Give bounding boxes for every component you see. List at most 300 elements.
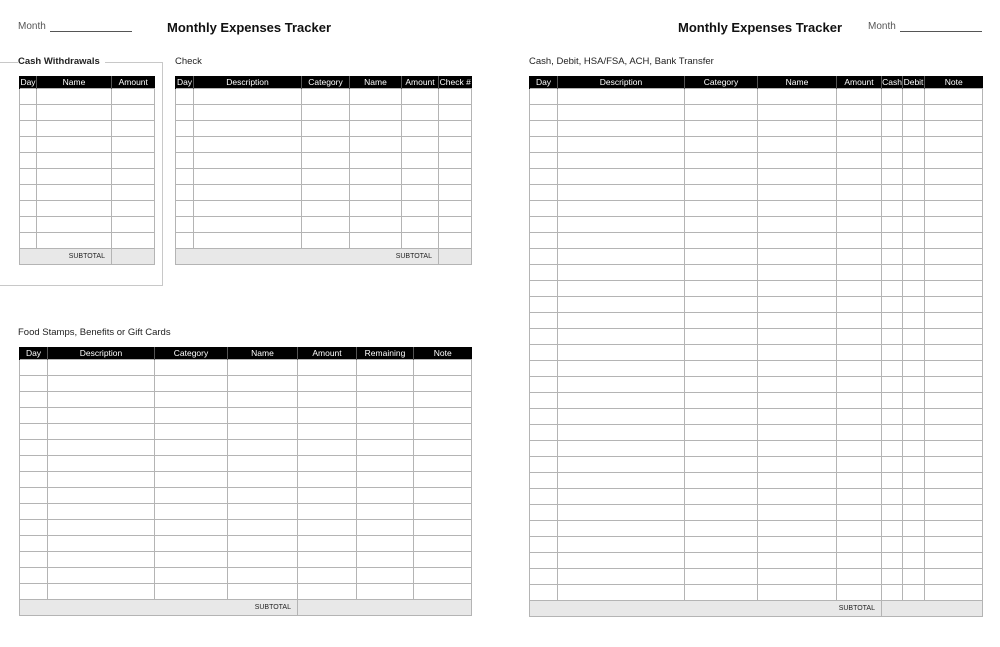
entry-cell[interactable] (298, 376, 357, 392)
entry-cell[interactable] (903, 265, 925, 281)
entry-cell[interactable] (685, 361, 758, 377)
entry-cell[interactable] (903, 361, 925, 377)
entry-cell[interactable] (350, 169, 402, 185)
entry-cell[interactable] (176, 89, 194, 105)
entry-cell[interactable] (837, 233, 882, 249)
entry-cell[interactable] (685, 297, 758, 313)
entry-cell[interactable] (194, 105, 302, 121)
entry-cell[interactable] (20, 121, 37, 137)
entry-cell[interactable] (228, 360, 298, 376)
entry-cell[interactable] (530, 521, 558, 537)
entry-cell[interactable] (925, 329, 983, 345)
entry-cell[interactable] (357, 376, 414, 392)
entry-cell[interactable] (414, 472, 472, 488)
entry-cell[interactable] (925, 489, 983, 505)
entry-cell[interactable] (228, 520, 298, 536)
entry-cell[interactable] (903, 249, 925, 265)
entry-cell[interactable] (837, 185, 882, 201)
entry-cell[interactable] (48, 392, 155, 408)
entry-cell[interactable] (558, 553, 685, 569)
entry-cell[interactable] (837, 473, 882, 489)
entry-cell[interactable] (558, 169, 685, 185)
entry-cell[interactable] (439, 217, 472, 233)
entry-cell[interactable] (414, 392, 472, 408)
entry-cell[interactable] (176, 233, 194, 249)
entry-cell[interactable] (558, 393, 685, 409)
entry-cell[interactable] (758, 473, 837, 489)
entry-cell[interactable] (837, 169, 882, 185)
entry-cell[interactable] (558, 137, 685, 153)
entry-cell[interactable] (837, 505, 882, 521)
entry-cell[interactable] (882, 553, 903, 569)
entry-cell[interactable] (758, 217, 837, 233)
entry-cell[interactable] (37, 217, 112, 233)
entry-cell[interactable] (837, 361, 882, 377)
entry-cell[interactable] (925, 505, 983, 521)
entry-cell[interactable] (837, 441, 882, 457)
entry-cell[interactable] (194, 217, 302, 233)
entry-cell[interactable] (685, 489, 758, 505)
entry-cell[interactable] (558, 121, 685, 137)
entry-cell[interactable] (558, 377, 685, 393)
entry-cell[interactable] (882, 345, 903, 361)
entry-cell[interactable] (176, 185, 194, 201)
entry-cell[interactable] (882, 569, 903, 585)
entry-cell[interactable] (20, 584, 48, 600)
entry-cell[interactable] (298, 504, 357, 520)
entry-cell[interactable] (685, 425, 758, 441)
entry-cell[interactable] (530, 537, 558, 553)
entry-cell[interactable] (350, 137, 402, 153)
entry-cell[interactable] (402, 89, 439, 105)
entry-cell[interactable] (758, 297, 837, 313)
entry-cell[interactable] (558, 265, 685, 281)
entry-cell[interactable] (903, 233, 925, 249)
entry-cell[interactable] (903, 553, 925, 569)
entry-cell[interactable] (882, 521, 903, 537)
entry-cell[interactable] (302, 233, 350, 249)
entry-cell[interactable] (194, 169, 302, 185)
entry-cell[interactable] (414, 568, 472, 584)
entry-cell[interactable] (228, 552, 298, 568)
entry-cell[interactable] (685, 105, 758, 121)
subtotal-value-cell[interactable] (439, 249, 472, 265)
entry-cell[interactable] (903, 281, 925, 297)
entry-cell[interactable] (685, 329, 758, 345)
entry-cell[interactable] (155, 376, 228, 392)
entry-cell[interactable] (298, 568, 357, 584)
entry-cell[interactable] (685, 393, 758, 409)
entry-cell[interactable] (903, 425, 925, 441)
entry-cell[interactable] (685, 185, 758, 201)
entry-cell[interactable] (298, 488, 357, 504)
entry-cell[interactable] (925, 441, 983, 457)
entry-cell[interactable] (903, 297, 925, 313)
entry-cell[interactable] (530, 281, 558, 297)
entry-cell[interactable] (925, 217, 983, 233)
entry-cell[interactable] (530, 409, 558, 425)
entry-cell[interactable] (402, 201, 439, 217)
entry-cell[interactable] (414, 504, 472, 520)
entry-cell[interactable] (414, 376, 472, 392)
entry-cell[interactable] (176, 169, 194, 185)
entry-cell[interactable] (176, 137, 194, 153)
entry-cell[interactable] (20, 233, 37, 249)
entry-cell[interactable] (402, 185, 439, 201)
entry-cell[interactable] (155, 440, 228, 456)
entry-cell[interactable] (350, 153, 402, 169)
entry-cell[interactable] (558, 537, 685, 553)
entry-cell[interactable] (357, 488, 414, 504)
entry-cell[interactable] (837, 585, 882, 601)
entry-cell[interactable] (112, 169, 155, 185)
entry-cell[interactable] (685, 553, 758, 569)
entry-cell[interactable] (837, 377, 882, 393)
entry-cell[interactable] (882, 489, 903, 505)
entry-cell[interactable] (903, 505, 925, 521)
entry-cell[interactable] (37, 153, 112, 169)
entry-cell[interactable] (758, 537, 837, 553)
entry-cell[interactable] (837, 553, 882, 569)
entry-cell[interactable] (837, 425, 882, 441)
entry-cell[interactable] (530, 121, 558, 137)
entry-cell[interactable] (882, 505, 903, 521)
entry-cell[interactable] (298, 440, 357, 456)
entry-cell[interactable] (414, 552, 472, 568)
entry-cell[interactable] (357, 360, 414, 376)
entry-cell[interactable] (228, 408, 298, 424)
entry-cell[interactable] (758, 569, 837, 585)
entry-cell[interactable] (882, 393, 903, 409)
entry-cell[interactable] (758, 201, 837, 217)
entry-cell[interactable] (882, 313, 903, 329)
entry-cell[interactable] (758, 585, 837, 601)
entry-cell[interactable] (357, 536, 414, 552)
entry-cell[interactable] (558, 153, 685, 169)
entry-cell[interactable] (20, 185, 37, 201)
right-month-field[interactable] (868, 21, 982, 32)
entry-cell[interactable] (903, 537, 925, 553)
entry-cell[interactable] (882, 105, 903, 121)
entry-cell[interactable] (298, 456, 357, 472)
entry-cell[interactable] (837, 281, 882, 297)
entry-cell[interactable] (837, 121, 882, 137)
entry-cell[interactable] (530, 297, 558, 313)
entry-cell[interactable] (357, 424, 414, 440)
entry-cell[interactable] (298, 392, 357, 408)
entry-cell[interactable] (228, 536, 298, 552)
entry-cell[interactable] (925, 409, 983, 425)
entry-cell[interactable] (925, 105, 983, 121)
entry-cell[interactable] (20, 89, 37, 105)
entry-cell[interactable] (758, 169, 837, 185)
entry-cell[interactable] (903, 185, 925, 201)
entry-cell[interactable] (228, 440, 298, 456)
entry-cell[interactable] (530, 329, 558, 345)
entry-cell[interactable] (685, 313, 758, 329)
entry-cell[interactable] (194, 137, 302, 153)
entry-cell[interactable] (758, 345, 837, 361)
entry-cell[interactable] (357, 408, 414, 424)
entry-cell[interactable] (558, 345, 685, 361)
entry-cell[interactable] (37, 169, 112, 185)
entry-cell[interactable] (155, 488, 228, 504)
entry-cell[interactable] (903, 329, 925, 345)
entry-cell[interactable] (837, 249, 882, 265)
entry-cell[interactable] (20, 472, 48, 488)
entry-cell[interactable] (20, 137, 37, 153)
entry-cell[interactable] (530, 185, 558, 201)
entry-cell[interactable] (758, 137, 837, 153)
entry-cell[interactable] (20, 456, 48, 472)
entry-cell[interactable] (414, 520, 472, 536)
entry-cell[interactable] (302, 105, 350, 121)
entry-cell[interactable] (758, 553, 837, 569)
entry-cell[interactable] (48, 504, 155, 520)
entry-cell[interactable] (837, 409, 882, 425)
entry-cell[interactable] (302, 121, 350, 137)
entry-cell[interactable] (882, 409, 903, 425)
entry-cell[interactable] (925, 249, 983, 265)
entry-cell[interactable] (903, 521, 925, 537)
entry-cell[interactable] (903, 409, 925, 425)
entry-cell[interactable] (20, 520, 48, 536)
entry-cell[interactable] (903, 201, 925, 217)
entry-cell[interactable] (558, 409, 685, 425)
entry-cell[interactable] (925, 345, 983, 361)
entry-cell[interactable] (439, 169, 472, 185)
entry-cell[interactable] (882, 137, 903, 153)
entry-cell[interactable] (685, 585, 758, 601)
entry-cell[interactable] (48, 360, 155, 376)
entry-cell[interactable] (758, 505, 837, 521)
entry-cell[interactable] (155, 392, 228, 408)
entry-cell[interactable] (228, 376, 298, 392)
entry-cell[interactable] (112, 185, 155, 201)
entry-cell[interactable] (685, 249, 758, 265)
entry-cell[interactable] (903, 89, 925, 105)
entry-cell[interactable] (758, 457, 837, 473)
entry-cell[interactable] (903, 313, 925, 329)
entry-cell[interactable] (837, 345, 882, 361)
entry-cell[interactable] (228, 504, 298, 520)
entry-cell[interactable] (882, 185, 903, 201)
entry-cell[interactable] (155, 568, 228, 584)
subtotal-value-cell[interactable] (298, 600, 472, 616)
left-month-line[interactable] (50, 22, 132, 32)
entry-cell[interactable] (903, 169, 925, 185)
entry-cell[interactable] (228, 472, 298, 488)
entry-cell[interactable] (925, 553, 983, 569)
entry-cell[interactable] (298, 408, 357, 424)
entry-cell[interactable] (357, 456, 414, 472)
subtotal-value-cell[interactable] (882, 601, 983, 617)
entry-cell[interactable] (48, 472, 155, 488)
entry-cell[interactable] (903, 441, 925, 457)
entry-cell[interactable] (20, 552, 48, 568)
entry-cell[interactable] (228, 456, 298, 472)
entry-cell[interactable] (882, 585, 903, 601)
entry-cell[interactable] (37, 201, 112, 217)
entry-cell[interactable] (758, 329, 837, 345)
entry-cell[interactable] (903, 489, 925, 505)
entry-cell[interactable] (228, 488, 298, 504)
entry-cell[interactable] (758, 441, 837, 457)
entry-cell[interactable] (685, 169, 758, 185)
entry-cell[interactable] (350, 89, 402, 105)
entry-cell[interactable] (558, 441, 685, 457)
entry-cell[interactable] (20, 488, 48, 504)
entry-cell[interactable] (882, 473, 903, 489)
entry-cell[interactable] (882, 297, 903, 313)
entry-cell[interactable] (685, 441, 758, 457)
entry-cell[interactable] (530, 585, 558, 601)
entry-cell[interactable] (155, 408, 228, 424)
entry-cell[interactable] (685, 537, 758, 553)
entry-cell[interactable] (350, 121, 402, 137)
entry-cell[interactable] (302, 153, 350, 169)
entry-cell[interactable] (414, 456, 472, 472)
entry-cell[interactable] (20, 153, 37, 169)
entry-cell[interactable] (685, 409, 758, 425)
entry-cell[interactable] (298, 536, 357, 552)
entry-cell[interactable] (302, 137, 350, 153)
entry-cell[interactable] (530, 313, 558, 329)
entry-cell[interactable] (837, 217, 882, 233)
entry-cell[interactable] (837, 329, 882, 345)
entry-cell[interactable] (530, 569, 558, 585)
entry-cell[interactable] (558, 569, 685, 585)
entry-cell[interactable] (302, 201, 350, 217)
entry-cell[interactable] (530, 361, 558, 377)
entry-cell[interactable] (530, 345, 558, 361)
entry-cell[interactable] (685, 153, 758, 169)
entry-cell[interactable] (882, 329, 903, 345)
entry-cell[interactable] (558, 105, 685, 121)
entry-cell[interactable] (558, 185, 685, 201)
entry-cell[interactable] (530, 553, 558, 569)
entry-cell[interactable] (758, 153, 837, 169)
entry-cell[interactable] (530, 89, 558, 105)
entry-cell[interactable] (903, 345, 925, 361)
entry-cell[interactable] (414, 536, 472, 552)
entry-cell[interactable] (20, 169, 37, 185)
entry-cell[interactable] (925, 169, 983, 185)
entry-cell[interactable] (758, 409, 837, 425)
entry-cell[interactable] (530, 505, 558, 521)
entry-cell[interactable] (758, 281, 837, 297)
entry-cell[interactable] (882, 425, 903, 441)
entry-cell[interactable] (48, 568, 155, 584)
entry-cell[interactable] (48, 440, 155, 456)
subtotal-value-cell[interactable] (112, 249, 155, 265)
entry-cell[interactable] (903, 377, 925, 393)
entry-cell[interactable] (837, 393, 882, 409)
entry-cell[interactable] (112, 121, 155, 137)
entry-cell[interactable] (530, 425, 558, 441)
entry-cell[interactable] (925, 393, 983, 409)
entry-cell[interactable] (558, 585, 685, 601)
entry-cell[interactable] (558, 489, 685, 505)
entry-cell[interactable] (530, 169, 558, 185)
entry-cell[interactable] (414, 360, 472, 376)
entry-cell[interactable] (925, 201, 983, 217)
entry-cell[interactable] (155, 552, 228, 568)
entry-cell[interactable] (558, 473, 685, 489)
entry-cell[interactable] (685, 281, 758, 297)
entry-cell[interactable] (685, 201, 758, 217)
entry-cell[interactable] (925, 233, 983, 249)
entry-cell[interactable] (350, 217, 402, 233)
entry-cell[interactable] (298, 552, 357, 568)
entry-cell[interactable] (20, 440, 48, 456)
entry-cell[interactable] (903, 217, 925, 233)
entry-cell[interactable] (903, 585, 925, 601)
entry-cell[interactable] (685, 89, 758, 105)
entry-cell[interactable] (155, 360, 228, 376)
entry-cell[interactable] (758, 249, 837, 265)
entry-cell[interactable] (439, 137, 472, 153)
entry-cell[interactable] (758, 361, 837, 377)
entry-cell[interactable] (903, 569, 925, 585)
entry-cell[interactable] (402, 121, 439, 137)
entry-cell[interactable] (37, 89, 112, 105)
entry-cell[interactable] (837, 201, 882, 217)
entry-cell[interactable] (758, 121, 837, 137)
entry-cell[interactable] (48, 488, 155, 504)
entry-cell[interactable] (48, 424, 155, 440)
entry-cell[interactable] (228, 568, 298, 584)
entry-cell[interactable] (20, 201, 37, 217)
entry-cell[interactable] (112, 153, 155, 169)
entry-cell[interactable] (558, 281, 685, 297)
entry-cell[interactable] (558, 457, 685, 473)
entry-cell[interactable] (925, 137, 983, 153)
entry-cell[interactable] (882, 361, 903, 377)
entry-cell[interactable] (882, 121, 903, 137)
entry-cell[interactable] (357, 520, 414, 536)
entry-cell[interactable] (402, 137, 439, 153)
entry-cell[interactable] (758, 105, 837, 121)
entry-cell[interactable] (20, 424, 48, 440)
entry-cell[interactable] (925, 297, 983, 313)
entry-cell[interactable] (48, 456, 155, 472)
entry-cell[interactable] (837, 297, 882, 313)
entry-cell[interactable] (176, 217, 194, 233)
entry-cell[interactable] (194, 89, 302, 105)
entry-cell[interactable] (903, 137, 925, 153)
entry-cell[interactable] (758, 265, 837, 281)
entry-cell[interactable] (837, 89, 882, 105)
entry-cell[interactable] (350, 201, 402, 217)
entry-cell[interactable] (402, 233, 439, 249)
entry-cell[interactable] (357, 440, 414, 456)
entry-cell[interactable] (48, 408, 155, 424)
entry-cell[interactable] (155, 536, 228, 552)
entry-cell[interactable] (194, 121, 302, 137)
entry-cell[interactable] (837, 105, 882, 121)
entry-cell[interactable] (837, 153, 882, 169)
entry-cell[interactable] (925, 585, 983, 601)
entry-cell[interactable] (298, 424, 357, 440)
entry-cell[interactable] (439, 121, 472, 137)
entry-cell[interactable] (925, 313, 983, 329)
entry-cell[interactable] (414, 424, 472, 440)
entry-cell[interactable] (530, 489, 558, 505)
entry-cell[interactable] (20, 360, 48, 376)
entry-cell[interactable] (837, 489, 882, 505)
entry-cell[interactable] (530, 457, 558, 473)
